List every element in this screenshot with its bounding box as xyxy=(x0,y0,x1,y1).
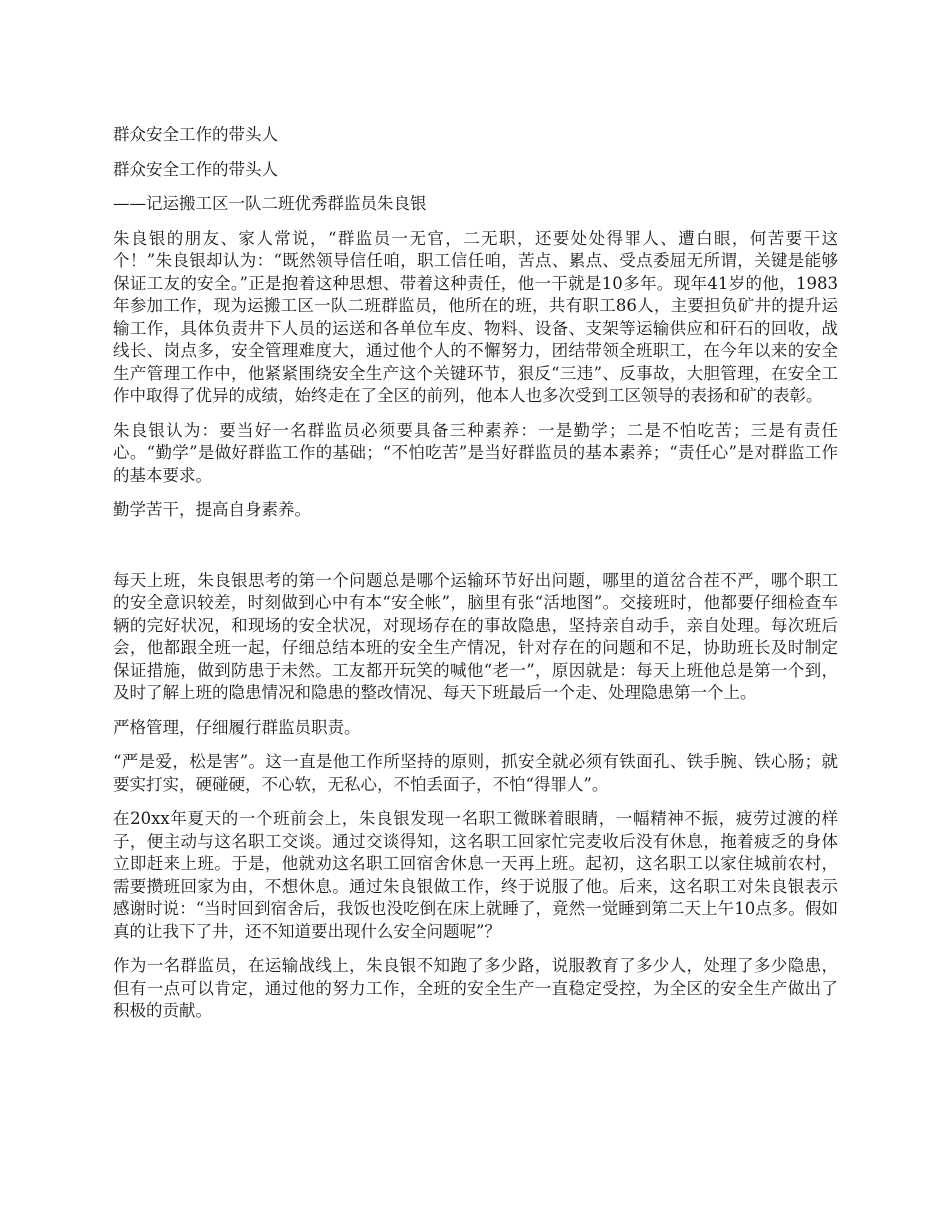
paragraph-principle: “严是爱，松是害”。这一直是他工作所坚持的原则，抓安全就必须有铁面孔、铁手腕、铁心肠；就要实打实，硬碰硬，不心软，无私心，不怕丢面子，不怕“得罪人”。 xyxy=(113,752,838,794)
paragraph-intro: 朱良银的朋友、家人常说，“群监员一无官，二无职，还要处处得罪人、遭白眼，何苦要干这个！”朱良银却认为：“既然领导信任咱，职工信任咱，苦点、累点、受点委屈无所谓，关键是能够保证工友的安全。”正是抱着这种思想、带着这种责任，他一干就是10多年。现年41岁的他，1983年参加工作，现为运搬工区一队二班群监员，他所在的班，共有职工86人，主要担负矿井的提升运输工作，具体负责井下人员的运送和各单位车皮、物料、设备、支架等运输供应和矸石的回收，战线长、岗点多，安全管理难度大，通过他个人的不懈努力，团结带领全班职工，在今年以来的安全生产管理工作中，他紧紧围绕安全生产这个关键环节，狠反“三违”、反事故，大胆管理，在安全工作中取得了优异的成绩，始终走在了全区的前列，他本人也多次受到工区领导的表扬和矿的表彰。 xyxy=(113,228,838,405)
document-subtitle: 群众安全工作的带头人 xyxy=(113,159,278,179)
section-gap xyxy=(113,534,838,570)
document-byline: ——记运搬工区一队二班优秀群监员朱良银 xyxy=(113,194,427,213)
paragraph-daily-work: 每天上班，朱良银思考的第一个问题总是哪个运输环节好出问题，哪里的道岔合茬不严，哪个职工的安全意识较差，时刻做到心中有本“安全帐”，脑里有张“活地图”。交接班时，他都要仔细检查车辆的完好状况，和现场的安全状况，对现场存在的事故隐患，坚持亲自动手，亲自处理。每次班后会，他都跟全班一起，仔细总结本班的安全生产情况，针对存在的问题和不足，协助班长及时制定保证措施，做到防患于未然。工友都开玩笑的喊他“老一”，原因就是：每天上班他总是第一个到，及时了解上班的隐患情况和隐患的整改情况、每天下班最后一个走、处理隐患第一个上。 xyxy=(113,570,838,702)
paragraph-story: 在20xx年夏天的一个班前会上，朱良银发现一名职工微眯着眼睛，一幅精神不振，疲劳过渡的样子，便主动与这名职工交谈。通过交谈得知，这名职工回家忙完麦收后没有休息，拖着疲乏的身体立即赶来上班。于是，他就劝这名职工回宿舍休息一天再上班。起初，这名职工以家住城前农村，需要攒班回家为由，不想休息。通过朱良银做工作，终于说服了他。后来，这名职工对朱良银表示感谢时说：“当时回到宿舍后，我饭也没吃倒在床上就睡了，竟然一觉睡到第二天上午10点多。假如真的让我下了井，还不知道要出现什么安全问题呢”？ xyxy=(113,809,838,941)
section-heading-diligence: 勤学苦干，提高自身素养。 xyxy=(113,500,311,519)
paragraph-qualities: 朱良银认为：要当好一名群监员必须要具备三种素养：一是勤学；二是不怕吃苦；三是有责任心。“勤学”是做好群监工作的基础；“不怕吃苦”是当好群监员的基本素养；“责任心”是对群监工作的基本要求。 xyxy=(113,420,838,485)
document-page xyxy=(113,124,838,1035)
document-title: 群众安全工作的带头人 xyxy=(113,125,278,144)
section-heading-strict-management: 严格管理，仔细履行群监员职责。 xyxy=(113,717,361,737)
paragraph-conclusion: 作为一名群监员，在运输战线上，朱良银不知跑了多少路，说服教育了多少人，处理了多少隐患，但有一点可以肯定，通过他的努力工作，全班的安全生产一直稳定受控，为全区的安全生产做出了积极的贡献。 xyxy=(113,956,838,1020)
